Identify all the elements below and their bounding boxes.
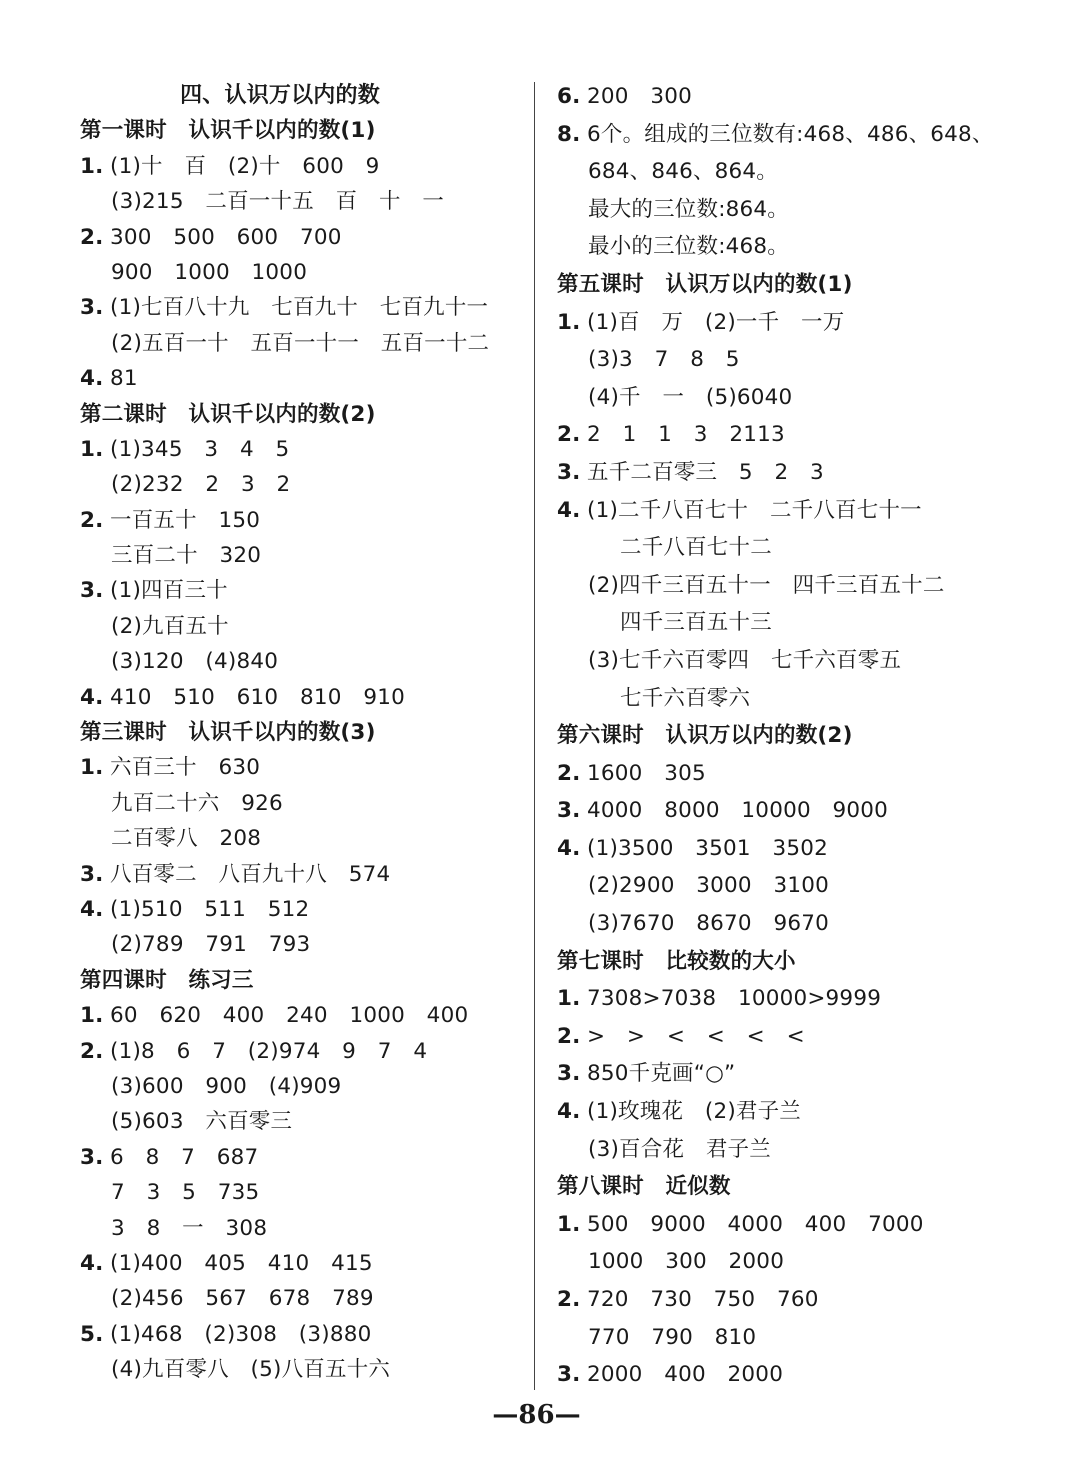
- answer-text: 2000 400 2000: [587, 1362, 784, 1388]
- answer-continuation: 三百二十 320: [111, 543, 262, 569]
- question-number: 3.: [80, 861, 104, 887]
- answer-text: > > < < < <: [587, 1023, 805, 1049]
- question-number: 2.: [557, 1287, 581, 1312]
- lesson-heading: 第二课时 认识千以内的数(2): [80, 401, 376, 427]
- answer-continuation: 最小的三位数:468。: [588, 234, 789, 260]
- question-number: 4.: [557, 835, 581, 861]
- lesson-heading: 第八课时 近似数: [557, 1174, 731, 1200]
- answer-item: [80, 1034, 520, 1069]
- answer-item: [80, 680, 520, 715]
- question-number: 2.: [80, 1038, 104, 1064]
- answer-text: 2 1 1 3 2113: [587, 422, 785, 448]
- answer-item: [557, 416, 1037, 454]
- question-number: 4.: [557, 1099, 581, 1125]
- answer-continuation: (3)7670 8670 9670: [588, 911, 830, 937]
- answer-text: 850千克画“○”: [587, 1061, 736, 1087]
- answer-item: [557, 1356, 1037, 1394]
- answer-text: (1)玫瑰花 (2)君子兰: [587, 1099, 802, 1125]
- answer-item: [80, 432, 520, 467]
- answer-item: [557, 792, 1037, 830]
- answer-continuation: (3)百合花 君子兰: [588, 1136, 771, 1162]
- answer-continuation: (2)九百五十: [111, 613, 229, 639]
- question-number: 6.: [557, 84, 581, 109]
- answer-item: [80, 503, 520, 538]
- question-number: 3.: [557, 459, 581, 485]
- answer-continuation: (4)千 一 (5)6040: [588, 384, 793, 410]
- answer-continuation: (2)232 2 3 2: [111, 472, 291, 498]
- question-number: 3.: [557, 1362, 581, 1388]
- answer-item: [80, 1140, 520, 1175]
- answer-text: (1)3500 3501 3502: [587, 835, 829, 861]
- answer-continuation: (3)七千六百零四 七千六百零五: [588, 647, 902, 673]
- answer-text: 6个。组成的三位数有:468、486、648、: [587, 121, 994, 147]
- question-number: 4.: [80, 1250, 104, 1276]
- answer-text: 200 300: [587, 84, 692, 109]
- answer-text: 1600 305: [587, 760, 706, 786]
- question-number: 2.: [557, 760, 581, 786]
- question-number: 4.: [557, 497, 581, 523]
- question-number: 4.: [80, 366, 104, 392]
- lesson-heading: 第七课时 比较数的大小: [557, 948, 796, 974]
- answer-continuation: 四千三百五十三: [620, 610, 772, 636]
- answer-text: (1)400 405 410 415: [110, 1250, 373, 1276]
- section-title: 四、认识万以内的数: [180, 83, 380, 108]
- answer-item: [557, 1093, 1037, 1131]
- question-number: 3.: [80, 578, 104, 604]
- answer-continuation: (2)789 791 793: [111, 932, 311, 958]
- answer-item: [557, 1281, 1037, 1319]
- answer-continuation: (3)215 二百一十五 百 十 一: [111, 189, 445, 215]
- page-number: —86—: [492, 1400, 581, 1430]
- answer-text: 720 730 750 760: [587, 1287, 819, 1312]
- answer-text: 81: [110, 366, 138, 392]
- question-number: 5.: [80, 1321, 104, 1347]
- answer-continuation: (2)四千三百五十一 四千三百五十二: [588, 572, 945, 598]
- answer-continuation: (2)五百一十 五百一十一 五百一十二: [111, 330, 490, 356]
- answer-item: [80, 857, 520, 892]
- answer-item: [557, 980, 1037, 1018]
- question-number: 2.: [80, 224, 104, 250]
- answer-item: [557, 1018, 1037, 1056]
- answer-text: (1)四百三十: [110, 578, 228, 604]
- right-column: [557, 78, 1037, 1394]
- question-number: 2.: [557, 422, 581, 448]
- question-number: 1.: [557, 309, 581, 335]
- question-number: 8.: [557, 121, 581, 147]
- question-number: 3.: [80, 295, 104, 321]
- answer-item: [557, 492, 1037, 530]
- answer-item: [80, 290, 520, 325]
- answer-text: 6 8 7 687: [110, 1144, 259, 1170]
- question-number: 4.: [80, 684, 104, 710]
- answer-continuation: (2)456 567 678 789: [111, 1286, 374, 1312]
- answer-text: 4000 8000 10000 9000: [587, 798, 889, 824]
- question-number: 3.: [557, 1061, 581, 1087]
- answer-text: 八百零二 八百九十八 574: [110, 861, 391, 887]
- question-number: 2.: [80, 507, 104, 533]
- answer-continuation: 7 3 5 735: [111, 1180, 260, 1206]
- answer-item: [80, 573, 520, 608]
- answer-continuation: 二百零八 208: [111, 826, 262, 852]
- answer-text: 410 510 610 810 910: [110, 684, 405, 710]
- answer-continuation: 900 1000 1000: [111, 259, 308, 285]
- lesson-heading: 第五课时 认识万以内的数(1): [557, 271, 853, 297]
- answer-continuation: 最大的三位数:864。: [588, 196, 789, 222]
- lesson-heading: 第四课时 练习三: [80, 967, 254, 993]
- answer-continuation: (2)2900 3000 3100: [588, 873, 830, 899]
- answer-text: (1)七百八十九 七百九十 七百九十一: [110, 295, 489, 321]
- answer-item: [557, 454, 1037, 492]
- question-number: 2.: [557, 1023, 581, 1049]
- answer-continuation: 684、846、864。: [588, 159, 779, 185]
- question-number: 1.: [80, 153, 104, 179]
- answer-text: (1)百 万 (2)一千 一万: [587, 309, 845, 335]
- answer-continuation: 770 790 810: [588, 1324, 757, 1350]
- answer-text: 六百三十 630: [110, 755, 261, 781]
- left-column: [80, 78, 520, 1387]
- question-number: 4.: [80, 896, 104, 922]
- answer-item: [80, 361, 520, 396]
- answer-item: [80, 892, 520, 927]
- answer-item: [557, 304, 1037, 342]
- answer-continuation: (3)3 7 8 5: [588, 347, 740, 373]
- question-number: 3.: [557, 798, 581, 824]
- answer-text: (1)二千八百七十 二千八百七十一: [587, 497, 922, 523]
- answer-item: [80, 220, 520, 255]
- question-number: 1.: [557, 1211, 581, 1237]
- lesson-heading: 第一课时 认识千以内的数(1): [80, 118, 376, 144]
- lesson-heading: 第三课时 认识千以内的数(3): [80, 720, 376, 746]
- answer-item: [80, 149, 520, 184]
- answer-text: 五千二百零三 5 2 3: [587, 459, 824, 485]
- answer-text: 一百五十 150: [110, 507, 261, 533]
- question-number: 3.: [80, 1144, 104, 1170]
- answer-item: [557, 755, 1037, 793]
- answer-text: (1)468 (2)308 (3)880: [110, 1321, 372, 1347]
- answer-item: [557, 1206, 1037, 1244]
- answer-continuation: 七千六百零六: [620, 685, 751, 711]
- answer-text: (1)510 511 512: [110, 896, 310, 922]
- answer-continuation: 3 8 一 308: [111, 1215, 268, 1241]
- question-number: 1.: [557, 986, 581, 1012]
- answer-item: [557, 78, 1037, 116]
- question-number: 1.: [80, 755, 104, 781]
- answer-text: 60 620 400 240 1000 400: [110, 1003, 469, 1029]
- answer-item: [80, 1317, 520, 1352]
- answer-text: (1)8 6 7 (2)974 9 7 4: [110, 1038, 428, 1064]
- answer-item: [557, 830, 1037, 868]
- answer-text: (1)十 百 (2)十 600 9: [110, 153, 380, 179]
- answer-continuation: (3)600 900 (4)909: [111, 1073, 342, 1099]
- question-number: 1.: [80, 1003, 104, 1029]
- answer-continuation: (3)120 (4)840: [111, 649, 279, 675]
- answer-text: 300 500 600 700: [110, 224, 342, 250]
- question-number: 1.: [80, 436, 104, 462]
- answer-text: 500 9000 4000 400 7000: [587, 1211, 924, 1237]
- answer-item: [557, 116, 1037, 154]
- answer-continuation: (4)九百零八 (5)八百五十六: [111, 1357, 391, 1383]
- answer-continuation: 1000 300 2000: [588, 1249, 785, 1275]
- answer-continuation: 二千八百七十二: [620, 535, 772, 561]
- column-divider: [534, 82, 535, 1390]
- answer-text: 7308>7038 10000>9999: [587, 986, 882, 1012]
- answer-continuation: 九百二十六 926: [111, 790, 283, 816]
- answer-continuation: (5)603 六百零三: [111, 1109, 293, 1135]
- answer-text: (1)345 3 4 5: [110, 436, 290, 462]
- answer-item: [80, 998, 520, 1033]
- answer-item: [80, 750, 520, 785]
- lesson-heading: 第六课时 认识万以内的数(2): [557, 723, 853, 749]
- answer-item: [557, 1055, 1037, 1093]
- answer-item: [80, 1246, 520, 1281]
